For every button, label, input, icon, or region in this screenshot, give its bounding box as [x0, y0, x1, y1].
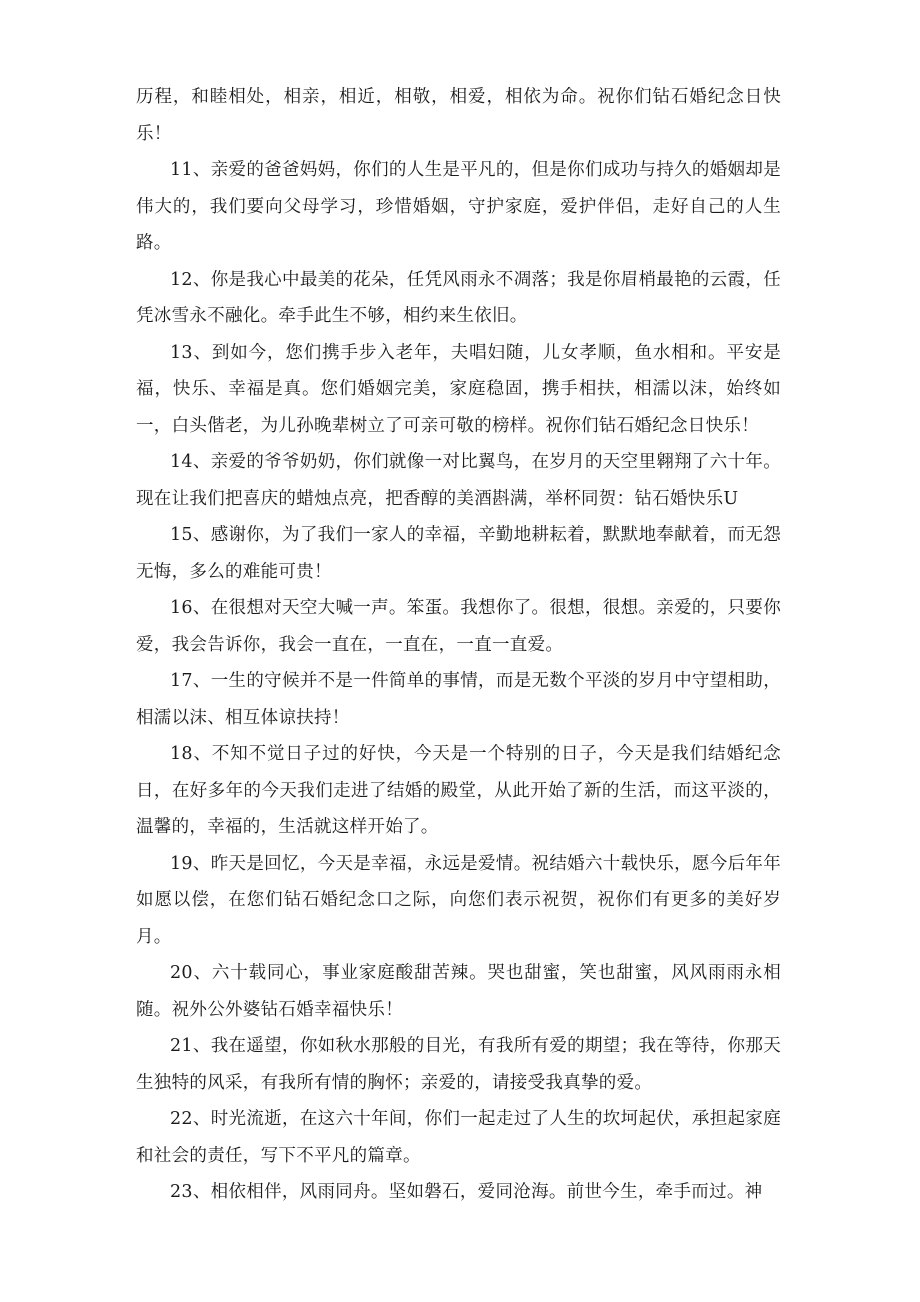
- paragraph-19: 19、昨天是回忆，今天是幸福，永远是爱情。祝结婚六十载快乐，愿今后年年如愿以偿，在您们钻石婚纪念口之际，向您们表示祝贺，祝你们有更多的美好岁月。: [136, 853, 781, 947]
- paragraph-14: 14、亲爱的爷爷奶奶，你们就像一对比翼鸟，在岁月的天空里翱翔了六十年。现在让我们把喜庆的蜡烛点亮，把香醇的美酒斟满，举杯同贺：钻石婚快乐U: [136, 452, 781, 509]
- paragraph-23: 23、相依相伴，风雨同舟。坚如磐石，爱同沧海。前世今生，牵手而过。神: [170, 1182, 763, 1202]
- paragraph-21: 21、我在遥望，你如秋水那般的目光，有我所有爱的期望；我在等待，你那天生独特的风采，有我所有情的胸怀；亲爱的，请接受我真挚的爱。: [136, 1036, 781, 1093]
- paragraph-22: 22、时光流逝，在这六十年间，你们一起走过了人生的坎坷起伏，承担起家庭和社会的责任，写下不平凡的篇章。: [136, 1109, 781, 1166]
- paragraph-continuation: 历程，和睦相处，相亲，相近，相敬，相爱，相依为命。祝你们钻石婚纪念日快乐！: [136, 87, 781, 144]
- document-body: [136, 79, 781, 1211]
- paragraph-12: 12、你是我心中最美的花朵，任凭风雨永不凋落；我是你眉梢最艳的云霞，任凭冰雪永不融化。牵手此生不够，相约来生依旧。: [136, 269, 781, 326]
- paragraph-11: 11、亲爱的爸爸妈妈，你们的人生是平凡的，但是你们成功与持久的婚姻却是伟大的，我们要向父母学习，珍惜婚姻，守护家庭，爱护伴侣，走好自己的人生路。: [136, 160, 781, 253]
- paragraph-15: 15、感谢你，为了我们一家人的幸福，辛勤地耕耘着，默默地奉献着，而无怨无悔，多么的难能可贵！: [136, 525, 781, 582]
- paragraph-18: 18、不知不觉日子过的好快，今天是一个特别的日子，今天是我们结婚纪念日，在好多年的今天我们走进了结婚的殿堂，从此开始了新的生活，而这平淡的，温馨的，幸福的，生活就这样开始了。: [136, 744, 781, 837]
- paragraph-20: 20、六十载同心，事业家庭酸甜苦辣。哭也甜蜜，笑也甜蜜，风风雨雨永相随。祝外公外婆钻石婚幸福快乐！: [136, 963, 781, 1020]
- paragraph-13: 13、到如今，您们携手步入老年，夫唱妇随，儿女孝顺，鱼水相和。平安是福，快乐、幸福是真。您们婚姻完美，家庭稳固，携手相扶，相濡以沫，始终如一，白头偕老，为儿孙晚辈树立了可亲可敬的榜样。祝你们钻石婚纪念日快乐！: [136, 342, 781, 436]
- paragraph-16: 16、在很想对天空大喊一声。笨蛋。我想你了。很想，很想。亲爱的，只要你爱，我会告诉你，我会一直在，一直在，一直一直爱。: [136, 598, 781, 655]
- paragraph-17: 17、一生的守候并不是一件简单的事情，而是无数个平淡的岁月中守望相助，相濡以沫、相互体谅扶持！: [136, 671, 781, 728]
